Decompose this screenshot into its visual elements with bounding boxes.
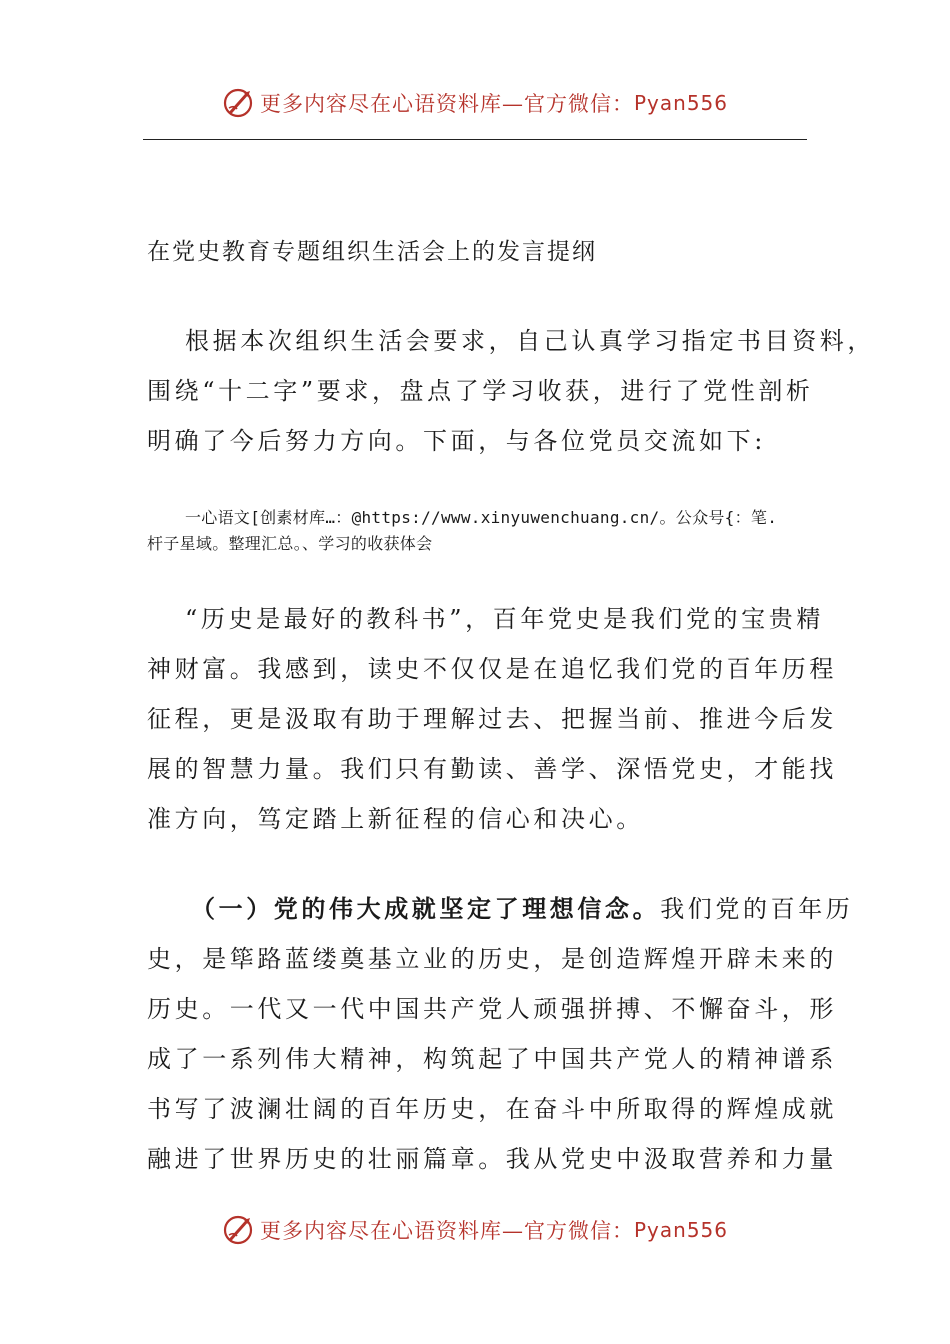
section-1-paragraph	[147, 884, 854, 1184]
text-line: 围绕“十二字”要求，盘点了学习收获，进行了党性剖析	[147, 377, 814, 405]
text-line: 展的智慧力量。我们只有勤读、善学、深悟党史，才能找	[147, 755, 837, 783]
footer-banner	[0, 1210, 950, 1250]
text-line: 融进了世界历史的壮丽篇章。我从党史中汲取营养和力量	[147, 1145, 837, 1173]
history-paragraph	[147, 594, 837, 844]
section-1-first-line-text: 我们党的百年历	[660, 895, 854, 923]
footer-banner-text: 更多内容尽在心语资料库—官方微信：	[259, 1219, 634, 1243]
header-banner	[0, 83, 950, 123]
text-line: 征程，更是汲取有助于理解过去、把握当前、推进今后发	[147, 705, 837, 733]
note-line: 杆子星域。整理汇总。、学习的收获体会	[147, 534, 433, 553]
text-line: 神财富。我感到，读史不仅仅是在追忆我们党的百年历程	[147, 655, 837, 683]
pen-logo-icon	[222, 1213, 256, 1247]
note-line: 一心语文[创素材库…：@https://www.xinyuwenchuang.cn/。公众号{：笔.	[185, 508, 778, 527]
document-title: 在党史教育专题组织生活会上的发言提纲	[147, 239, 597, 265]
header-divider	[143, 139, 807, 140]
text-line: 成了一系列伟大精神，构筑起了中国共产党人的精神谱系	[147, 1045, 837, 1073]
source-note	[147, 505, 817, 557]
text-line: “历史是最好的教科书”，百年党史是我们党的宝贵精	[185, 605, 824, 633]
section-1-heading: （一）党的伟大成就坚定了理想信念。	[191, 894, 661, 923]
pen-logo-icon	[222, 86, 256, 120]
section-1-first-line	[147, 884, 854, 934]
text-line: 史，是筚路蓝缕奠基立业的历史，是创造辉煌开辟未来的	[147, 945, 837, 973]
text-line: 明确了今后努力方向。下面，与各位党员交流如下:	[147, 427, 766, 455]
text-line: 根据本次组织生活会要求，自己认真学习指定书目资料，	[185, 327, 875, 355]
text-line: 书写了波澜壮阔的百年历史，在奋斗中所取得的辉煌成就	[147, 1095, 837, 1123]
footer-wechat-id: Pyan556	[633, 1218, 728, 1242]
text-line: 历史。一代又一代中国共产党人顽强拼搏、不懈奋斗，形	[147, 995, 837, 1023]
header-wechat-id: Pyan556	[633, 91, 728, 115]
intro-paragraph	[147, 316, 875, 466]
text-line: 准方向，笃定踏上新征程的信心和决心。	[147, 805, 644, 833]
header-banner-text: 更多内容尽在心语资料库—官方微信：	[259, 92, 634, 116]
